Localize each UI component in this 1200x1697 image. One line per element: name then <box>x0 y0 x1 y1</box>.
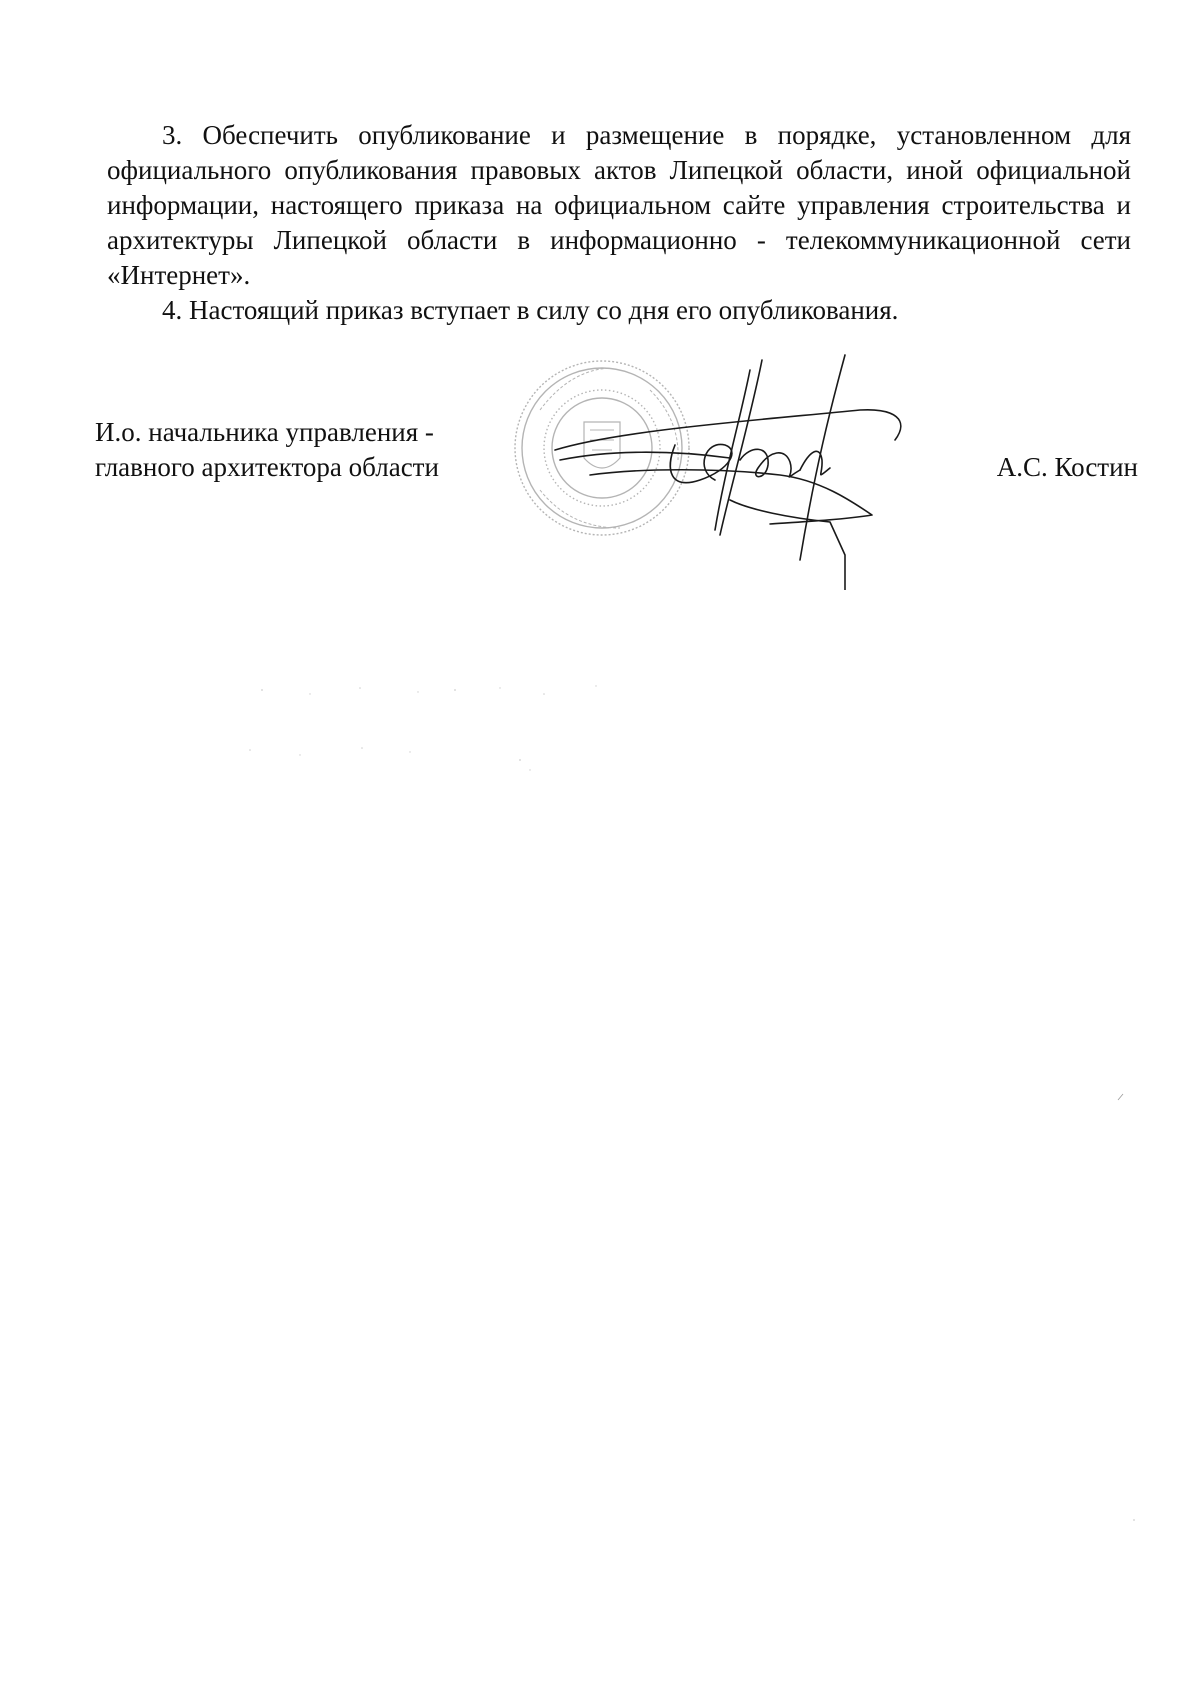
handwritten-signature <box>555 355 901 590</box>
document-body <box>107 118 1131 328</box>
signer-position-line-2: главного архитектора области <box>95 452 439 482</box>
paragraph-4: 4. Настоящий приказ вступает в силу со дня его опубликования. <box>162 295 899 325</box>
signer-position <box>95 415 439 485</box>
signer-position-line-1: И.о. начальника управления - <box>95 417 434 447</box>
paragraph-3: 3. Обеспечить опубликование и размещение в порядке, установленном для официального опубликования правовых актов Липецкой области, иной официальной информации, настоящего приказа на официальном сайте управления строительства и архитектуры Липецкой области в информационно - телекоммуникационной сети «Интернет». <box>107 120 1131 290</box>
official-seal-stamp <box>515 361 689 535</box>
stamp-and-signature <box>500 350 940 590</box>
signer-name: А.С. Костин <box>996 452 1138 482</box>
